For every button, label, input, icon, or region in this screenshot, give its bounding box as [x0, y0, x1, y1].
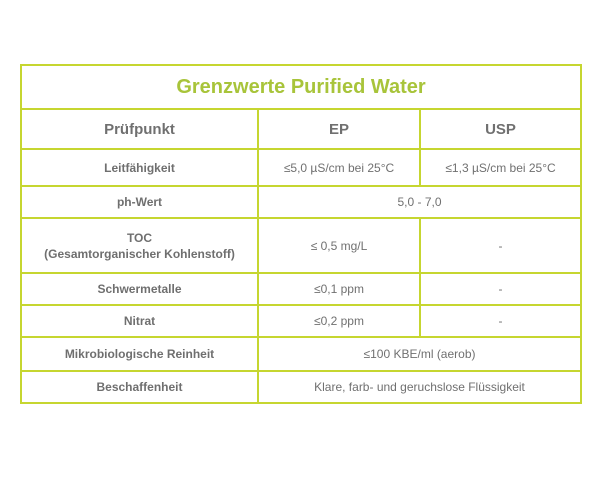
- usp-value: -: [420, 218, 581, 273]
- row-label: Nitrat: [21, 305, 258, 337]
- header-ep: EP: [258, 109, 420, 149]
- table-row: [21, 218, 581, 273]
- row-label: Mikrobiologische Reinheit: [21, 337, 258, 371]
- usp-value: ≤1,3 µS/cm bei 25°C: [420, 149, 581, 186]
- ep-value: ≤5,0 µS/cm bei 25°C: [258, 149, 420, 186]
- row-label-line1: TOC: [126, 230, 153, 245]
- ep-value: ≤0,2 ppm: [258, 305, 420, 337]
- limits-table: [20, 64, 582, 404]
- table-row: [21, 305, 581, 337]
- ep-value: ≤ 0,5 mg/L: [258, 218, 420, 273]
- ep-value: ≤0,1 ppm: [258, 273, 420, 305]
- table-row: [21, 186, 581, 218]
- usp-value: -: [420, 273, 581, 305]
- row-label: Schwermetalle: [21, 273, 258, 305]
- table-title: Grenzwerte Purified Water: [21, 65, 581, 109]
- row-label: ph-Wert: [21, 186, 258, 218]
- row-label-line2: (Gesamtorganischer Kohlenstoff): [44, 246, 235, 261]
- row-label: Leitfähigkeit: [21, 149, 258, 186]
- merged-value: ≤100 KBE/ml (aerob): [258, 337, 581, 371]
- row-label: [21, 218, 258, 273]
- merged-value: 5,0 - 7,0: [258, 186, 581, 218]
- table-row: [21, 149, 581, 186]
- usp-value: -: [420, 305, 581, 337]
- header-row: [21, 109, 581, 149]
- header-usp: USP: [420, 109, 581, 149]
- table-row: [21, 371, 581, 403]
- header-pruefpunkt: Prüfpunkt: [21, 109, 258, 149]
- table-row: [21, 273, 581, 305]
- merged-value: Klare, farb- und geruchslose Flüssigkeit: [258, 371, 581, 403]
- row-label: Beschaffenheit: [21, 371, 258, 403]
- table-row: [21, 337, 581, 371]
